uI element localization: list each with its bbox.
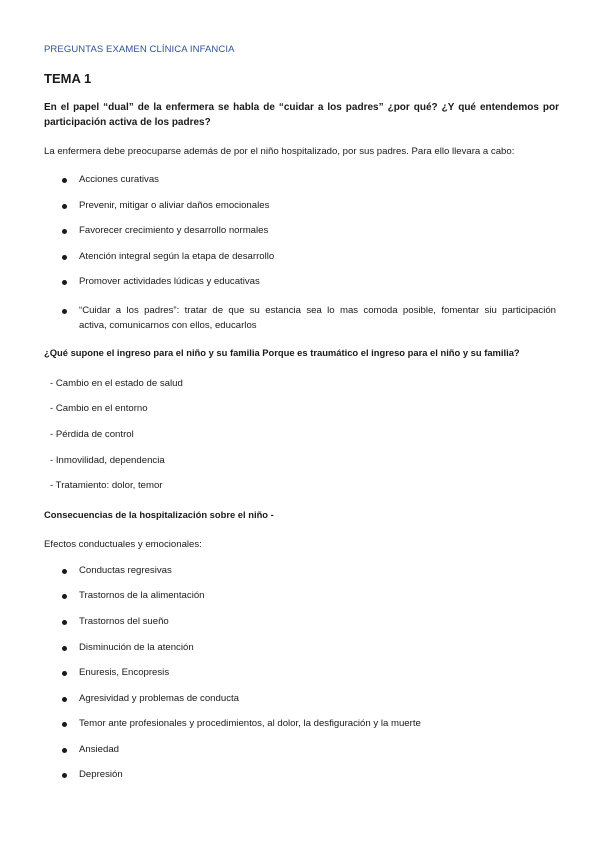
question-1-line-1: En el papel “dual” de la enfermera se habla de “cuidar a los padres” ¿por qué? ¿Y qué entendemos por	[44, 102, 559, 113]
bullet-icon	[62, 697, 67, 702]
bullet-icon	[62, 229, 67, 234]
bullet-icon	[62, 569, 67, 574]
bullet-icon	[62, 594, 67, 599]
list-item: - Pérdida de control	[50, 429, 134, 440]
bullet-icon	[62, 722, 67, 727]
paragraph-effects: Efectos conductuales y emocionales:	[44, 539, 202, 550]
document-page: PREGUNTAS EXAMEN CLÍNICA INFANCIA TEMA 1 En el papel “dual” de la enfermera se habla de “cuidar a los padres” ¿por qué? ¿Y qué entendemos por participación activa de los padres? La enfermera debe preocuparse además de por el niño hospitalizado, por sus padres. Para ello llevara a cabo: Acciones curativas Prevenir, mitigar o aliviar daños emocionales Favorecer crecimiento y desarrollo normales Atención integral según la etapa de desarrollo Promover actividades lúdicas y educativas “Cuidar a los padres”: tratar de que su estancia sea lo mas comoda posible, fomentar siu participación activa, comunicarnos con ellos, educarlos ¿Qué supone el ingreso para el niño y su familia Porque es traumático el ingreso para el niño y su familia? - Cambio en el estado de salud - Cambio en el entorno - Pérdida de control - Inmovilidad, dependencia - Tratamiento: dolor, temor Consecuencias de la hospitalización sobre el niño - Efectos conductuales y emocionales: Conductas regresivas Trastornos de la alimentación Trastornos del sueño Disminución de la atención Enuresis, Encopresis Agresividad y problemas de conducta Temor ante profesionales y procedimientos, al dolor, la desfiguración y la muerte Ansiedad Depresión	[44, 44, 559, 780]
bullet-icon	[62, 280, 67, 285]
bullet-icon	[62, 204, 67, 209]
bullet-icon	[62, 671, 67, 676]
list-item: - Inmovilidad, dependencia	[50, 455, 165, 466]
section-title: TEMA 1	[44, 71, 92, 86]
bullet-icon	[62, 255, 67, 260]
question-3: Consecuencias de la hospitalización sobre el niño -	[44, 509, 274, 520]
question-2: ¿Qué supone el ingreso para el niño y su familia Porque es traumático el ingreso para el niño y su familia?	[44, 347, 520, 358]
bullet-icon	[62, 620, 67, 625]
bullet-icon	[62, 773, 67, 778]
question-1-line-2: participación activa de los padres?	[44, 117, 211, 128]
bullet-icon	[62, 309, 67, 314]
list-item: - Cambio en el estado de salud	[50, 378, 183, 389]
paragraph-intro: La enfermera debe preocuparse además de por el niño hospitalizado, por sus padres. Para ello llevara a cabo:	[44, 146, 515, 157]
list-item: - Tratamiento: dolor, temor	[50, 480, 163, 491]
bullet-icon	[62, 178, 67, 183]
bullet-icon	[62, 646, 67, 651]
list-item-continuation: activa, comunicarnos con ellos, educarlos	[79, 320, 257, 331]
list-item: - Cambio en el entorno	[50, 403, 148, 414]
bullet-icon	[62, 748, 67, 753]
document-header: PREGUNTAS EXAMEN CLÍNICA INFANCIA	[44, 44, 235, 55]
